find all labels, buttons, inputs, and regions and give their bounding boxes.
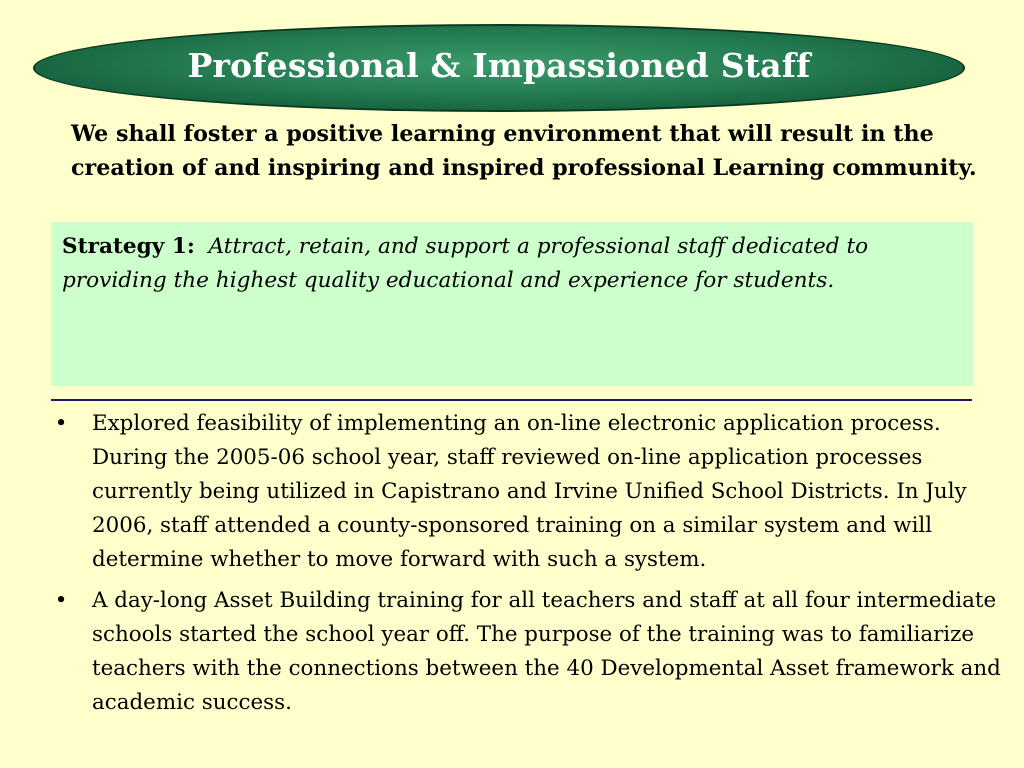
- divider-line: [51, 399, 972, 401]
- slide-title: Professional & Impassioned Staff: [187, 45, 811, 85]
- intro-statement: We shall foster a positive learning environment that will result in the creation of and inspiring and inspired professional Learning community.: [71, 121, 977, 181]
- title-banner: [33, 24, 965, 112]
- list-item: [54, 407, 1014, 577]
- bullet-text: Explored feasibility of implementing an on-line electronic application process. During the 2005-06 school year, staff reviewed on-line application processes currently being utilized in Capistrano and Irvine Unified School Districts. In July 2006, staff attended a county-sponsored training on a similar system and will determine whether to move forward with such a system.: [92, 411, 967, 572]
- strategy-text: Attract, retain, and support a professional staff dedicated to providing the highest quality educational and experience for students.: [62, 234, 869, 293]
- bullet-list: [54, 407, 1014, 727]
- strategy-box: [51, 222, 973, 386]
- bullet-text: A day-long Asset Building training for all teachers and staff at all four intermediate schools started the school year off. The purpose of the training was to familiarize teachers with the connections between the 40 Developmental Asset framework and academic success.: [92, 588, 1001, 715]
- bullet-icon: •: [54, 588, 68, 613]
- bullet-icon: •: [54, 411, 68, 436]
- list-item: [54, 584, 1014, 720]
- strategy-label: Strategy 1:: [62, 234, 195, 259]
